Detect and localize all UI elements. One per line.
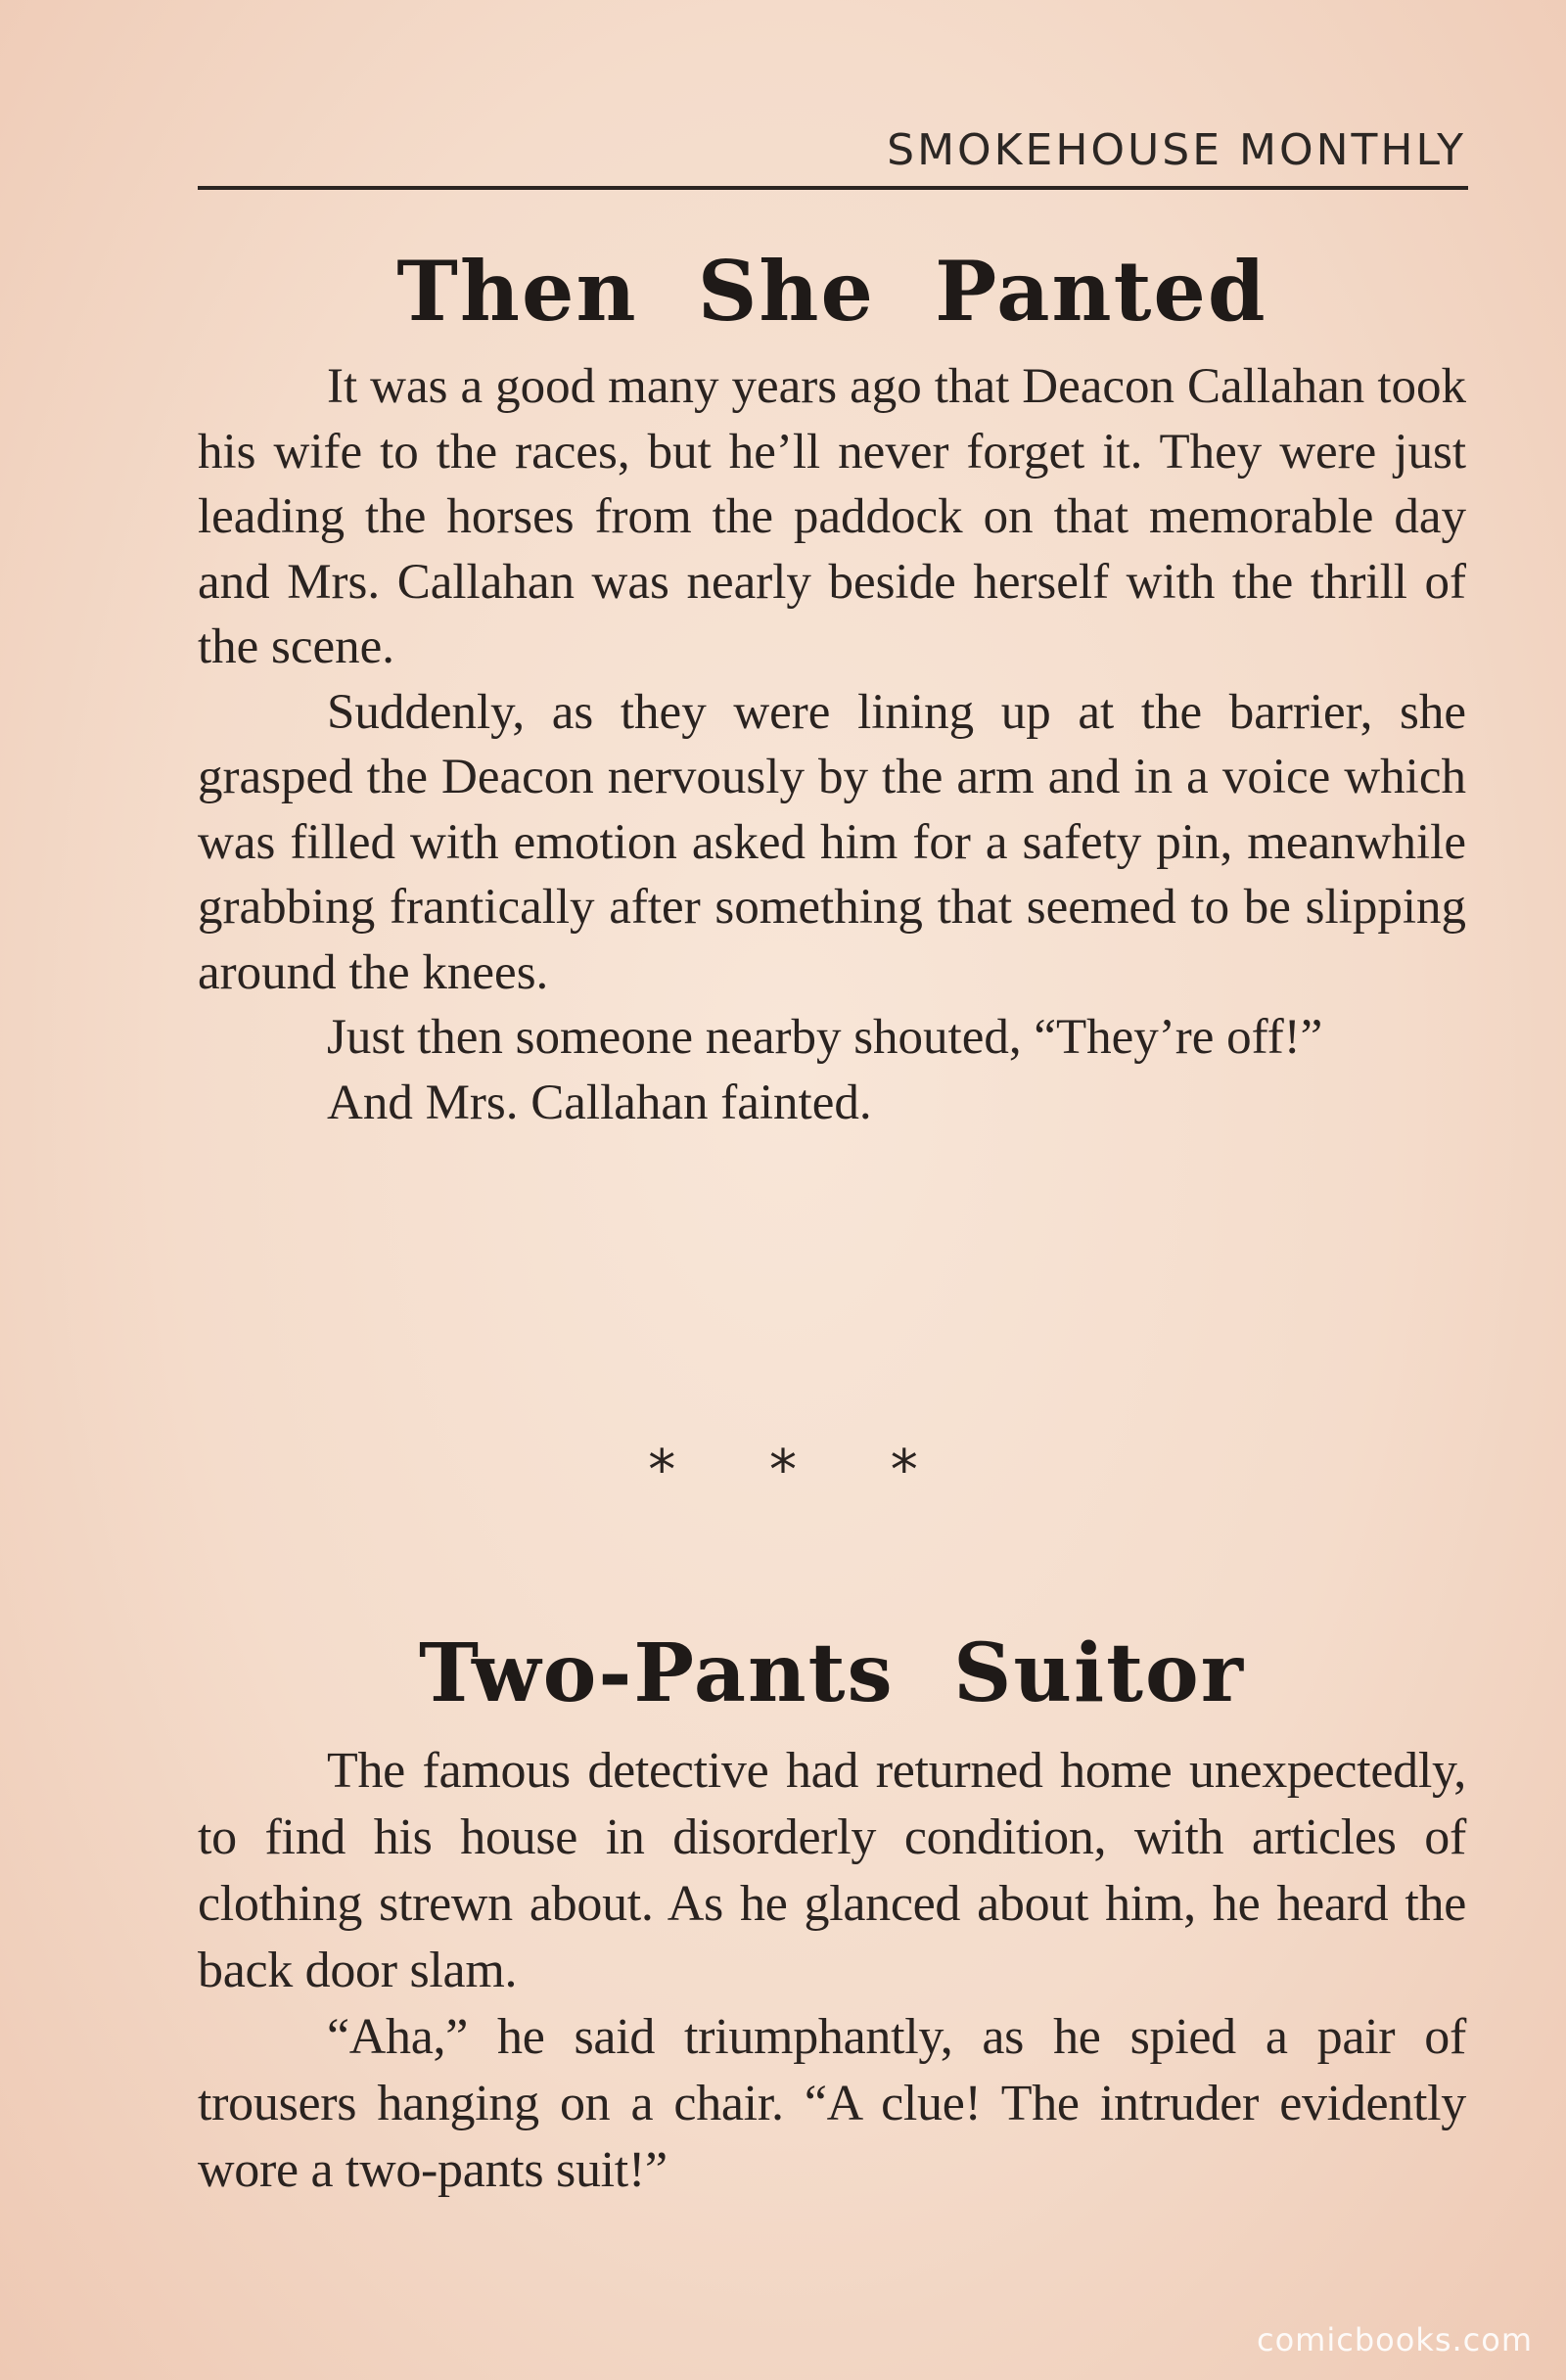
- article-body: [198, 354, 1466, 1135]
- paragraph: It was a good many years ago that Deacon Callahan took his wife to the races, but he’ll never forget it. They were just leading the horses from the paddock on that memorable day and Mrs. Callahan was nearly beside herself with the thrill of the scene.: [198, 359, 1466, 674]
- article-two-pants-suitor: [198, 1625, 1466, 2204]
- article-title: Two-Pants Suitor: [419, 1626, 1245, 1720]
- running-head: SMOKEHOUSE MONTHLY: [887, 125, 1466, 175]
- paragraph: “Aha,” he said triumphantly, as he spied a pair of trousers hanging on a chair. “A clue! The intruder evidently wore a two-pants suit!”: [198, 2009, 1466, 2198]
- article-body: [198, 1738, 1466, 2204]
- paragraph: Suddenly, as they were lining up at the barrier, she grasped the Deacon nervously by the arm and in a voice which was filled with emotion asked him for a safety pin, meanwhile grabbing frantically after something that seemed to be slipping around the knees.: [198, 684, 1466, 1000]
- header-rule: [198, 186, 1468, 190]
- article-then-she-panted: [198, 243, 1466, 1135]
- paragraph: And Mrs. Callahan fainted.: [327, 1075, 872, 1130]
- paragraph: Just then someone nearby shouted, “They’re off!”: [327, 1010, 1323, 1065]
- section-separator: * * *: [648, 1439, 918, 1502]
- paragraph: The famous detective had returned home unexpectedly, to find his house in disorderly condition, with articles of clothing strewn about. As he glanced about him, he heard the back door slam.: [198, 1743, 1466, 1998]
- article-title: Then She Panted: [396, 243, 1267, 340]
- source-watermark: comicbooks.com: [1256, 2321, 1533, 2358]
